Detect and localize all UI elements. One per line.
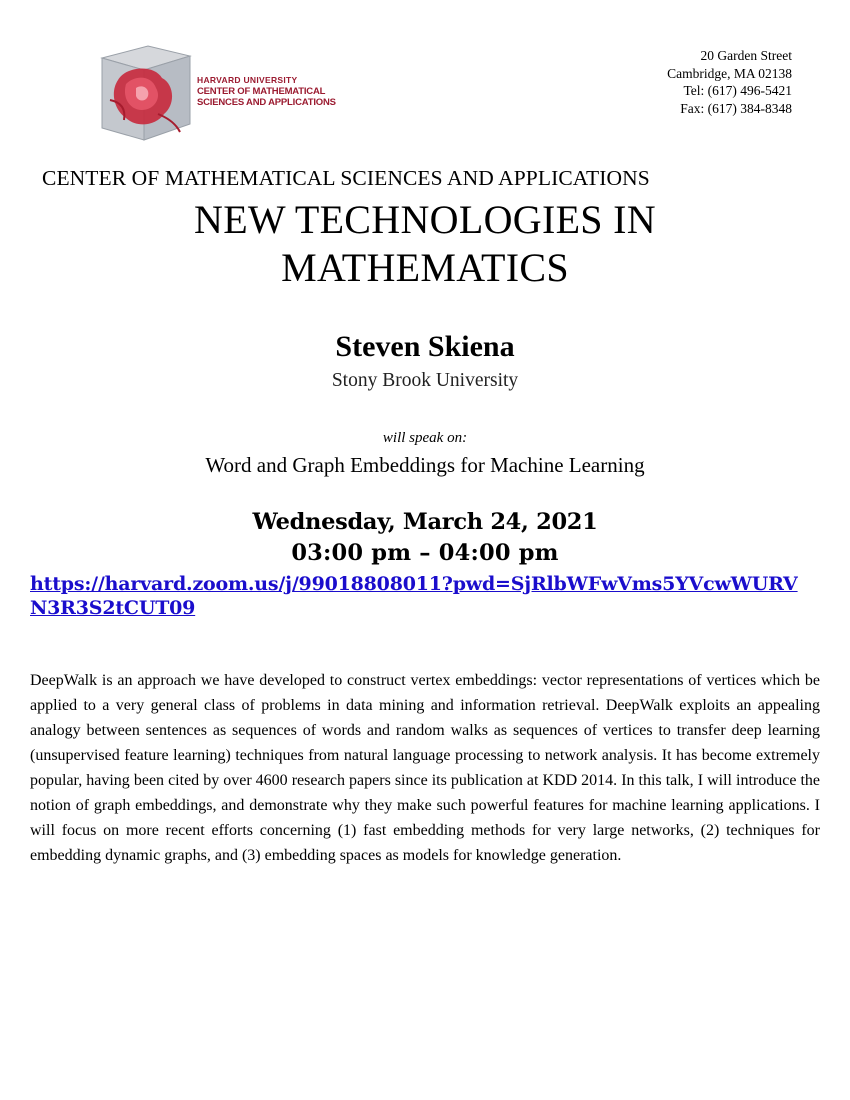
address-block xyxy=(667,47,792,117)
zoom-link[interactable]: https://harvard.zoom.us/j/99018808011?pwd=SjRlbWFwVms5YVcwWURVN3R3S2tCUT09 xyxy=(30,573,798,619)
series-title xyxy=(0,196,850,292)
address-street: 20 Garden Street xyxy=(700,48,792,63)
event-date: Wednesday, March 24, 2021 xyxy=(252,509,598,535)
speaker-name: Steven Skiena xyxy=(335,330,515,363)
address-tel: Tel: (617) 496-5421 xyxy=(683,83,792,98)
speaker-affiliation: Stony Brook University xyxy=(331,370,519,391)
event-time: 03:00 pm – 04:00 pm xyxy=(291,540,559,566)
series-title-line2: MATHEMATICS xyxy=(281,245,569,290)
cube-icon xyxy=(96,44,196,144)
logo-text xyxy=(197,75,336,108)
will-speak-label: will speak on: xyxy=(382,430,468,446)
logo-line-center: CENTER OF MATHEMATICAL xyxy=(197,86,326,97)
series-title-line1: NEW TECHNOLOGIES IN xyxy=(194,197,656,242)
talk-title: Word and Graph Embeddings for Machine Learning xyxy=(205,453,645,477)
address-city: Cambridge, MA 02138 xyxy=(667,65,792,81)
center-title: CENTER OF MATHEMATICAL SCIENCES AND APPLICATIONS xyxy=(42,166,650,190)
cmsa-logo xyxy=(96,44,336,144)
abstract-text: DeepWalk is an approach we have developed to construct vertex embeddings: vector representations of vertices which be applied to a very general class of problems in data mining and information retrieval. DeepWalk exploits an appealing analogy between sentences as sequences of words and random walks as sequences of vertices to transfer deep learning (unsupervised feature learning) techniques from natural language processing to network analysis. It has become extremely popular, having been cited by over 4600 research papers since its publication at KDD 2014. In this talk, I will introduce the notion of graph embeddings, and demonstrate why they make such powerful features for machine learning applications. I will focus on more recent efforts concerning (1) fast embedding methods for very large networks, (2) techniques for embedding dynamic graphs, and (3) embedding spaces as models for knowledge generation. xyxy=(30,672,820,864)
logo-line-sciences: SCIENCES AND APPLICATIONS xyxy=(197,97,336,108)
logo-line-university: HARVARD UNIVERSITY xyxy=(197,75,298,85)
address-fax: Fax: (617) 384-8348 xyxy=(680,100,792,116)
